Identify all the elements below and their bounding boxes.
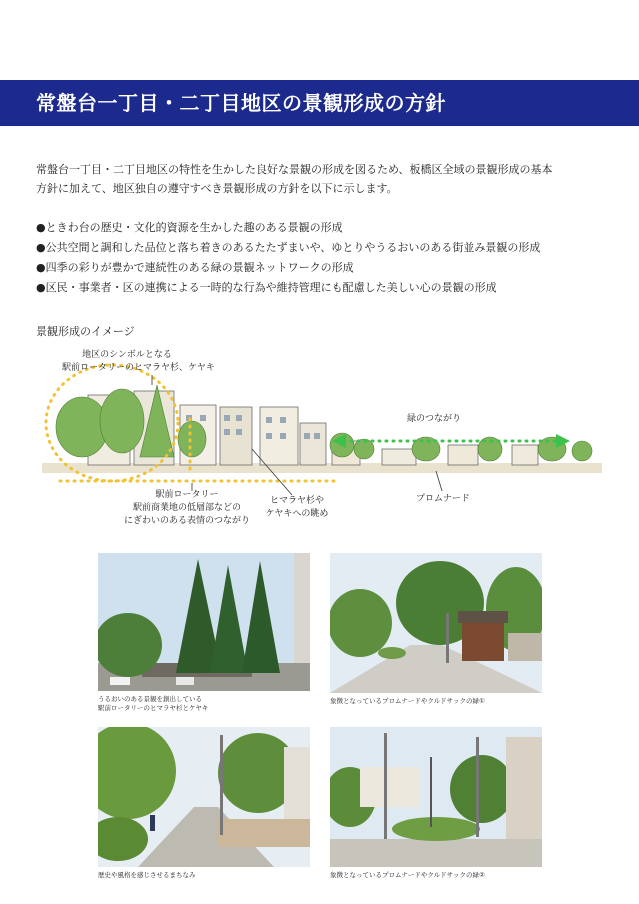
rotary-annotation [102,489,272,528]
promenade-annotation: プロムナード [416,494,470,504]
rotary-annotation-line-1: 駅前ロータリー [155,490,219,500]
intro-line-1: 常盤台一丁目・二丁目地区の特性を生かした良好な景観の形成を図るため、板橋区全域の景観形成の基本 [36,163,553,176]
page-title: 常盤台一丁目・二丁目地区の景観形成の方針 [36,91,446,115]
intro-line-2: 方針に加えて、地区独自の遵守すべき景観形成の方針を以下に示します。 [36,182,398,195]
symbol-annotation-line-2: 駅前ロータリーのヒマラヤ杉、ケヤキ [62,363,215,373]
policy-item: ●区民・事業者・区の連携による一時的な行為や維持管理にも配慮した美しい心の景観の形成 [36,281,497,294]
photo-station-rotary [98,553,310,691]
view-annotation [252,495,342,521]
view-annotation-line-2: ケヤキへの眺め [265,509,329,519]
photo-promenade-2 [330,727,542,867]
image-section-label: 景観形成のイメージ [36,325,135,338]
policy-list [36,218,616,298]
photo-caption-line-1: うるおいのある景観を創出している [98,695,202,703]
photo-caption: 象徴となっているプロムナードやクルドサックの緑① [330,697,485,705]
photo-historic-street [98,727,310,867]
photo-caption: 象徴となっているプロムナードやクルドサックの緑② [330,871,485,879]
photo-caption [98,695,208,713]
policy-item: ●ときわ台の歴史・文化的資源を生かした趣のある景観の形成 [36,221,343,234]
symbol-annotation-line-1: 地区のシンボルとなる [82,350,172,360]
photo-caption-line-2: 駅前ロータリーのヒマラヤ杉とケヤキ [98,704,209,712]
green-link-annotation: 緑のつながり [407,414,462,424]
photo-caption: 歴史や風格を感じさせるまちなみ [98,871,196,879]
policy-item: ●四季の彩りが豊かで連続性のある緑の景観ネットワークの形成 [36,261,354,274]
photo-promenade-1 [330,553,542,693]
view-annotation-line-1: ヒマラヤ杉や [269,496,324,506]
policy-item: ●公共空間と調和した品位と落ち着きのあるたたずまいや、ゆとりやうるおいのある街並み景観の形成 [36,241,541,254]
rotary-annotation-line-2: 駅前商業地の低層部などの [132,503,241,513]
symbol-annotation [62,349,215,375]
rotary-annotation-line-3: にぎわいのある表情のつながり [123,516,250,526]
title-bar [0,80,639,126]
landscape-illustration [42,345,602,535]
intro-paragraph [36,160,596,198]
